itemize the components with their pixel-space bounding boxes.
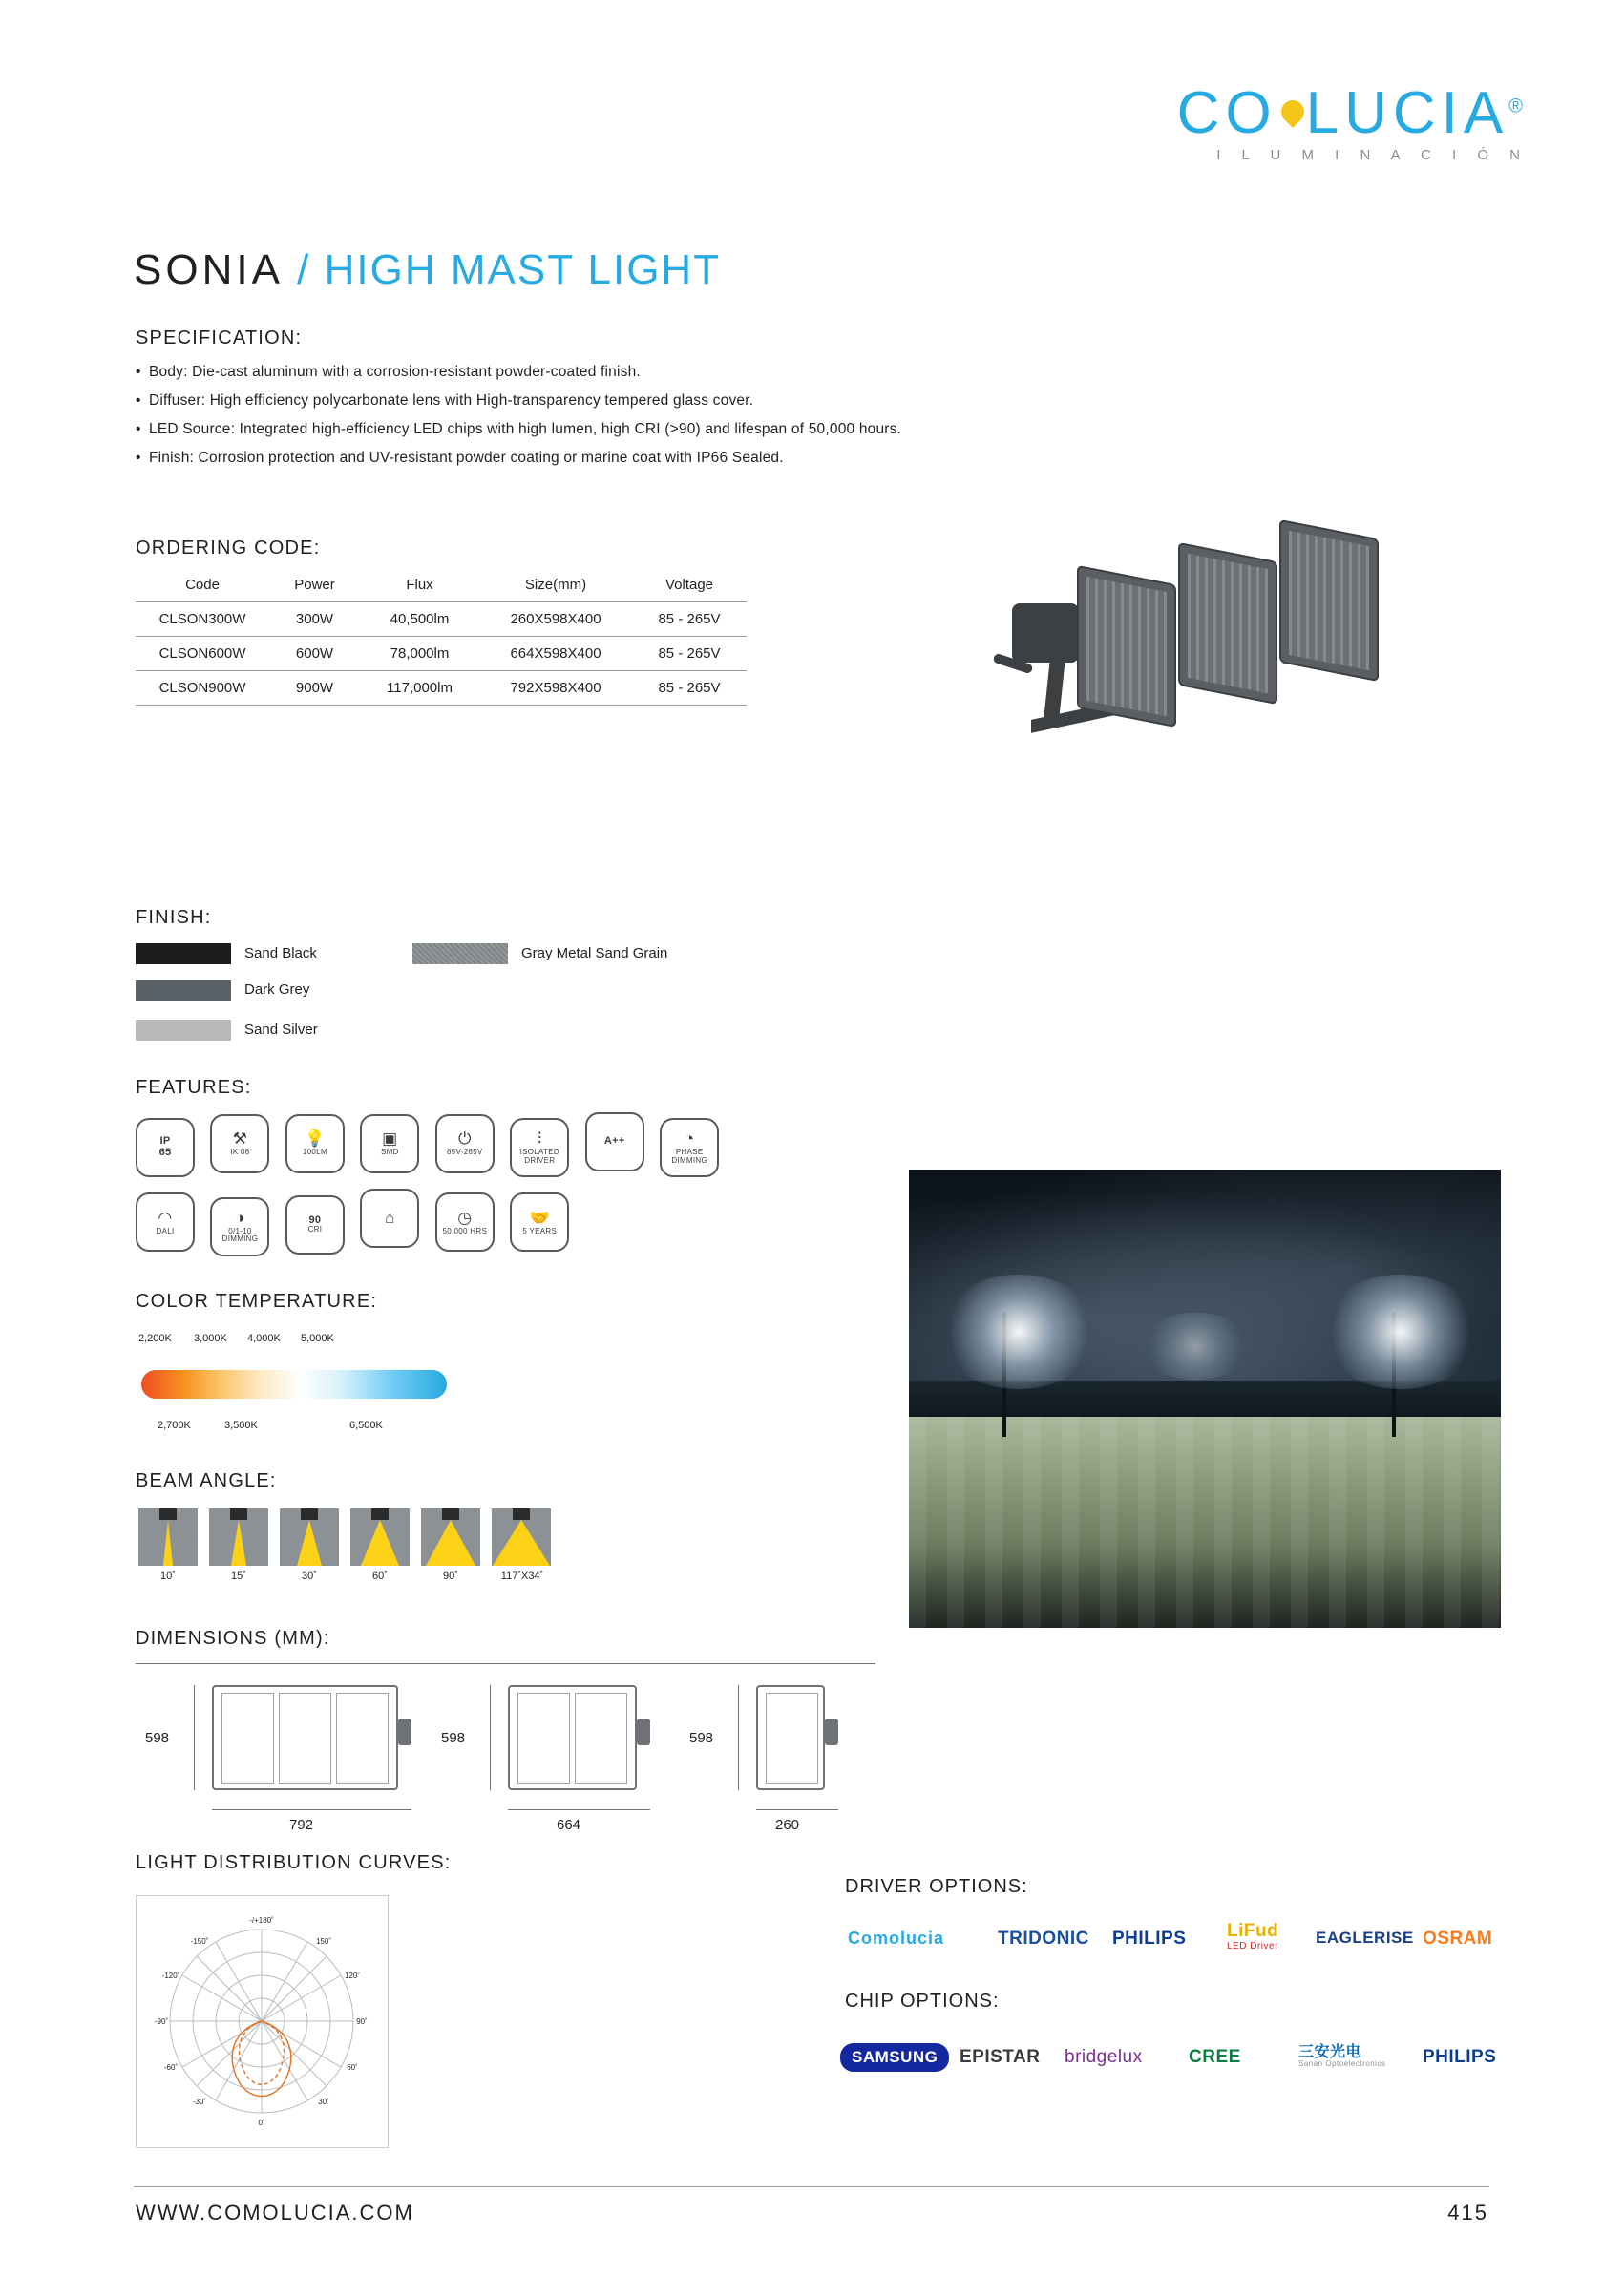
dimension-height-line-1 <box>194 1685 195 1790</box>
beam-cone <box>426 1520 475 1566</box>
table-cell: CLSON900W <box>136 671 269 706</box>
brand-comolucia: Comolucia <box>848 1929 945 1948</box>
product-model: SONIA <box>134 246 284 293</box>
svg-text:-90˚: -90˚ <box>154 2017 169 2026</box>
svg-text:30˚: 30˚ <box>318 2098 329 2106</box>
column-header: Flux <box>360 568 479 602</box>
list-item: • Diffuser: High efficiency polycarbonate lens with High-transparency tempered glass cover. <box>136 387 1186 415</box>
led-module-1 <box>1077 565 1176 728</box>
logo-letter-o: O <box>1225 80 1277 146</box>
color-temperature-gradient-bar <box>141 1370 447 1399</box>
bracket-side-1 <box>398 1719 411 1745</box>
svg-text:90˚: 90˚ <box>356 2017 368 2026</box>
brand-eaglerise: EAGLERISE <box>1316 1929 1414 1947</box>
driver-options-heading: DRIVER OPTIONS: <box>845 1876 1028 1897</box>
driver-box <box>1012 603 1079 663</box>
feature-line1: SMD <box>381 1148 399 1157</box>
table-cell: 40,500lm <box>360 602 479 637</box>
cct-bottom-label: 6,500K <box>349 1420 383 1431</box>
photo-field <box>909 1417 1501 1628</box>
table-cell: 260X598X400 <box>479 602 632 637</box>
finish-heading: FINISH: <box>136 907 212 928</box>
page-title <box>134 246 721 294</box>
fixture-icon <box>301 1508 318 1520</box>
column-header: Size(mm) <box>479 568 632 602</box>
handshake-glyph: 🤝 <box>529 1208 550 1227</box>
footer-website: WWW.COMOLUCIA.COM <box>136 2201 414 2225</box>
svg-text:150˚: 150˚ <box>315 1937 332 1946</box>
indoor-outdoor-icon <box>360 1189 419 1248</box>
list-item: • Body: Die-cast aluminum with a corrosion-resistant powder-coated finish. <box>136 358 1186 387</box>
dimension-width-2: 664 <box>557 1817 581 1833</box>
table-cell: 85 - 265V <box>632 602 747 637</box>
photo-floodlight-left <box>938 1275 1100 1389</box>
page-number: 415 <box>1447 2201 1488 2225</box>
brand-cree: CREE <box>1189 2047 1241 2067</box>
footer-divider <box>134 2186 1489 2187</box>
cct-bottom-label: 3,500K <box>224 1420 258 1431</box>
title-slash: / <box>297 246 311 293</box>
table-cell: 85 - 265V <box>632 671 747 706</box>
dimension-width-line-3 <box>756 1809 838 1810</box>
dimension-front-view-1 <box>212 1685 398 1790</box>
logo-tagline: I L U M I N A C I Ó N <box>1216 147 1529 163</box>
finish-swatch-sand-silver <box>136 1020 318 1041</box>
table-cell: CLSON300W <box>136 602 269 637</box>
table-header-row <box>136 568 747 602</box>
table-cell: 600W <box>269 637 360 671</box>
feature-caption: 100LM <box>302 1148 327 1157</box>
beam-angle-label: 90˚ <box>443 1571 458 1582</box>
feature-caption: DALI <box>156 1226 175 1235</box>
driver-glyph: ⫶ <box>537 1129 542 1149</box>
logo-letter-c: C <box>1176 80 1226 146</box>
dimensions-heading: DIMENSIONS (MM): <box>136 1628 330 1649</box>
beam-cone <box>361 1520 399 1566</box>
table-row <box>136 671 747 706</box>
bracket-side-3 <box>825 1719 838 1745</box>
ordering-code-heading: ORDERING CODE: <box>136 538 321 559</box>
svg-text:60˚: 60˚ <box>347 2063 358 2072</box>
product-image <box>993 516 1413 802</box>
table-cell: CLSON600W <box>136 637 269 671</box>
features-grid <box>136 1112 747 1268</box>
swatch-color <box>136 943 231 964</box>
beam-angle-label: 15˚ <box>231 1571 246 1582</box>
bracket-side-2 <box>637 1719 650 1745</box>
module-outline <box>766 1693 818 1784</box>
swatch-label: Gray Metal Sand Grain <box>521 944 668 961</box>
dimension-front-view-3 <box>756 1685 825 1790</box>
features-heading: FEATURES: <box>136 1077 252 1098</box>
product-subtitle: HIGH MAST LIGHT <box>324 246 722 293</box>
fixture-icon <box>230 1508 247 1520</box>
light-distribution-heading: LIGHT DISTRIBUTION CURVES: <box>136 1852 452 1873</box>
logo-wordmark <box>1176 80 1529 146</box>
led-grid <box>1188 554 1268 693</box>
bulb-glyph: 💡 <box>305 1129 326 1149</box>
cri-icon <box>285 1195 345 1255</box>
photo-floodlight-center <box>1138 1313 1253 1380</box>
feature-caption: PHASE DIMMING <box>671 1148 707 1165</box>
feature-caption: 5 YEARS <box>522 1226 558 1235</box>
light-distribution-chart <box>136 1895 389 2148</box>
dimmer-glyph: ◔ <box>684 1129 695 1149</box>
brand-sanan: 三安光电 <box>1298 2044 1362 2060</box>
feature-caption: 0/1-10 DIMMING <box>221 1226 259 1243</box>
cct-bottom-label: 2,700K <box>158 1420 191 1431</box>
column-header: Code <box>136 568 269 602</box>
feature-caption: 85V-265V <box>447 1148 483 1157</box>
beam-cone <box>231 1520 246 1566</box>
finish-swatch-sand-black <box>136 943 317 964</box>
beam-angle-label: 30˚ <box>302 1571 317 1582</box>
beam-cone <box>297 1520 322 1566</box>
company-logo <box>1176 80 1529 163</box>
table-cell: 85 - 265V <box>632 637 747 671</box>
list-item: • LED Source: Integrated high-efficiency LED chips with high lumen, high CRI (>90) and lifespan of 50,000 hours. <box>136 415 1186 444</box>
svg-text:-30˚: -30˚ <box>192 2098 207 2106</box>
module-outline <box>279 1693 331 1784</box>
brand-epistar: EPISTAR <box>960 2047 1041 2067</box>
dimension-height-3: 598 <box>689 1730 714 1746</box>
brand-philips-chip: PHILIPS <box>1423 2047 1497 2067</box>
table-cell: 900W <box>269 671 360 706</box>
dali-icon <box>136 1192 195 1252</box>
column-header: Voltage <box>632 568 747 602</box>
registered-trademark-icon: ® <box>1508 95 1529 117</box>
table-cell: 117,000lm <box>360 671 479 706</box>
isolated-driver-icon <box>510 1118 569 1177</box>
hammer-glyph: ⚒ <box>232 1129 248 1149</box>
svg-text:0˚: 0˚ <box>258 2119 265 2127</box>
dimension-height-2: 598 <box>441 1730 466 1746</box>
led-module-2 <box>1178 542 1277 705</box>
dimming-glyph: ◑ <box>235 1208 245 1227</box>
beam-sample-60 <box>350 1508 410 1566</box>
smd-chip-icon <box>360 1114 419 1173</box>
swatch-label: Sand Black <box>244 944 317 961</box>
swatch-color <box>136 1020 231 1041</box>
logo-droplet-icon <box>1277 98 1306 138</box>
lifespan-icon <box>435 1192 495 1252</box>
table-cell: 792X598X400 <box>479 671 632 706</box>
photo-floodlight-right <box>1319 1275 1482 1389</box>
swatch-color <box>136 980 231 1001</box>
dimension-front-view-2 <box>508 1685 637 1790</box>
cct-top-label: 5,000K <box>301 1333 334 1344</box>
feature-caption: IK 08 <box>230 1148 250 1157</box>
module-outline <box>517 1693 570 1784</box>
dimension-height-1: 598 <box>145 1730 170 1746</box>
led-module-3 <box>1279 519 1379 682</box>
table-cell: 78,000lm <box>360 637 479 671</box>
beam-cone <box>163 1520 173 1566</box>
dali-glyph: ◠ <box>158 1208 173 1227</box>
column-header: Power <box>269 568 360 602</box>
brand-samsung: SAMSUNG <box>840 2043 949 2072</box>
led-grid <box>1086 577 1167 716</box>
swatch-label: Sand Silver <box>244 1021 318 1038</box>
beam-angle-label: 60˚ <box>372 1571 388 1582</box>
fixture-icon <box>442 1508 459 1520</box>
fixture-icon <box>371 1508 389 1520</box>
logo-lucia-text: LUCIA <box>1305 80 1509 146</box>
beam-angle-label: 117˚X34˚ <box>500 1571 544 1582</box>
brand-bridgelux: bridgelux <box>1065 2047 1143 2067</box>
beam-cone <box>493 1520 550 1566</box>
beam-sample-10 <box>138 1508 198 1566</box>
led-grid <box>1289 531 1369 670</box>
brand-tridonic: TRIDONIC <box>998 1929 1089 1949</box>
beam-sample-15 <box>209 1508 268 1566</box>
zero-to-ten-dimming-icon <box>210 1197 269 1256</box>
table-row <box>136 637 747 671</box>
brand-philips-driver: PHILIPS <box>1112 1929 1187 1949</box>
feature-caption: CRI <box>307 1225 323 1234</box>
feature-line1: A++ <box>603 1135 625 1148</box>
color-temperature-heading: COLOR TEMPERATURE: <box>136 1291 378 1312</box>
cct-top-label: 2,200K <box>138 1333 172 1344</box>
module-outline <box>221 1693 274 1784</box>
feature-line1: 90 <box>308 1213 322 1226</box>
module-outline <box>336 1693 389 1784</box>
dimension-width-1: 792 <box>289 1817 314 1833</box>
table-cell: 300W <box>269 602 360 637</box>
beam-sample-90 <box>421 1508 480 1566</box>
specification-heading: SPECIFICATION: <box>136 327 303 348</box>
house-glyph: ⌂ <box>385 1208 395 1227</box>
ldc-polar-plot <box>137 1896 388 2147</box>
brand-lifud: LiFud <box>1227 1921 1279 1941</box>
module-outline <box>575 1693 627 1784</box>
svg-text:120˚: 120˚ <box>344 1972 361 1980</box>
table-cell: 664X598X400 <box>479 637 632 671</box>
feature-caption: ISOLATED DRIVER <box>519 1148 559 1165</box>
finish-swatch-dark-grey <box>136 980 309 1001</box>
feature-line2: 65 <box>158 1146 172 1158</box>
feature-caption: 50,000 HRS <box>442 1226 488 1235</box>
dimension-height-line-2 <box>490 1685 491 1790</box>
table-row <box>136 602 747 637</box>
fixture-icon <box>513 1508 530 1520</box>
specification-list <box>136 358 1186 473</box>
list-item: • Finish: Corrosion protection and UV-resistant powder coating or marine coat with IP66 Sealed. <box>136 444 1186 473</box>
application-photo <box>909 1170 1501 1628</box>
ldc-label-top: -/+180˚ <box>249 1916 274 1925</box>
brand-sanan-sub: Sanan Optoelectronics <box>1298 2059 1386 2068</box>
beam-sample-30 <box>280 1508 339 1566</box>
voltage-range-icon <box>435 1114 495 1173</box>
luminous-efficacy-icon <box>285 1114 345 1173</box>
beam-sample-117x34 <box>492 1508 551 1566</box>
dimensions-rule <box>136 1663 875 1664</box>
chip-glyph: ▣ <box>382 1129 398 1149</box>
beam-angle-label: 10˚ <box>160 1571 176 1582</box>
phase-dimming-icon <box>660 1118 719 1177</box>
finish-swatch-gray-metal-sand-grain <box>412 943 667 964</box>
brand-osram: OSRAM <box>1423 1929 1493 1949</box>
feature-line1: IP <box>159 1135 171 1148</box>
dimension-height-line-3 <box>738 1685 739 1790</box>
fixture-icon <box>159 1508 177 1520</box>
swatch-color <box>412 943 508 964</box>
svg-text:-120˚: -120˚ <box>161 1972 180 1980</box>
swatch-label: Dark Grey <box>244 981 310 998</box>
svg-text:-60˚: -60˚ <box>163 2063 179 2072</box>
beam-angle-heading: BEAM ANGLE: <box>136 1470 277 1491</box>
energy-class-icon <box>585 1112 644 1171</box>
svg-text:-150˚: -150˚ <box>190 1937 209 1946</box>
dimension-width-line-2 <box>508 1809 650 1810</box>
plug-glyph: ⏻ <box>457 1129 472 1149</box>
brand-lifud-sub: LED Driver <box>1227 1941 1278 1951</box>
warranty-icon <box>510 1192 569 1252</box>
chip-options-heading: CHIP OPTIONS: <box>845 1991 1000 2012</box>
impact-resistance-icon <box>210 1114 269 1173</box>
dimension-width-line-1 <box>212 1809 411 1810</box>
ip-rating-icon <box>136 1118 195 1177</box>
cct-top-label: 3,000K <box>194 1333 227 1344</box>
clock-glyph: ◷ <box>457 1208 473 1227</box>
dimension-width-3: 260 <box>775 1817 800 1833</box>
cct-top-label: 4,000K <box>247 1333 281 1344</box>
ordering-code-table <box>136 568 747 706</box>
